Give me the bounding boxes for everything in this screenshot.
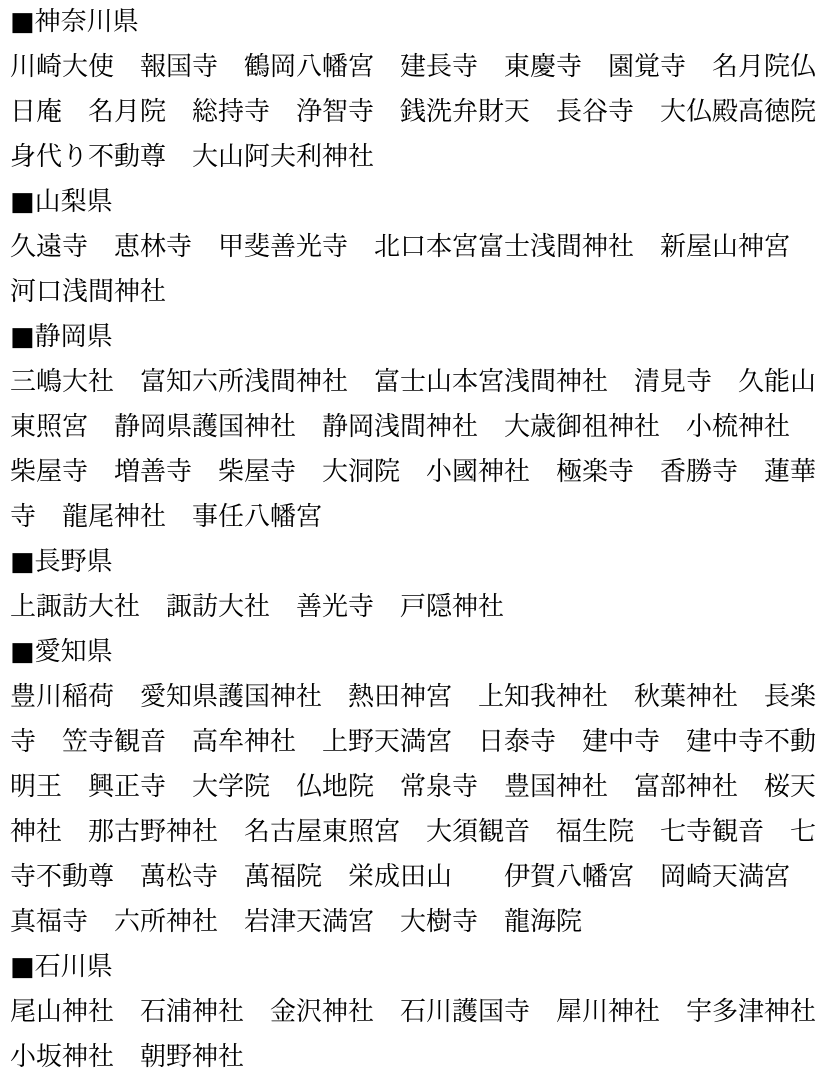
square-bullet-icon: ■ [10,547,35,577]
prefecture-title: 静岡県 [34,322,113,352]
temple-list-line: 神社 那古野神社 名古屋東照宮 大須観音 福生院 七寺観音 七 [10,817,817,847]
prefecture-title: 神奈川県 [34,7,139,37]
temple-list-line: 川崎大使 報国寺 鶴岡八幡宮 建長寺 東慶寺 園覚寺 名月院仏 [10,52,817,82]
section-aichi [10,630,823,945]
temple-list-line: 身代り不動尊 大山阿夫利神社 [10,142,375,172]
temple-list-line: 豊川稲荷 愛知県護国神社 熱田神宮 上知我神社 秋葉神社 長楽 [10,682,817,712]
section-header [10,540,823,585]
section-header [10,945,823,990]
temple-list-line: 寺不動尊 萬松寺 萬福院 栄成田山 伊賀八幡宮 岡崎天満宮 [10,862,791,892]
section-header [10,180,823,225]
section-yamanashi [10,180,823,315]
prefecture-title: 石川県 [34,952,113,982]
temple-list-line: 久遠寺 恵林寺 甲斐善光寺 北口本宮富士浅間神社 新屋山神宮 [10,232,791,262]
temple-list-line: 柴屋寺 増善寺 柴屋寺 大洞院 小國神社 極楽寺 香勝寺 蓮華 [10,457,817,487]
square-bullet-icon: ■ [10,637,35,667]
section-header [10,315,823,360]
temple-list-line: 日庵 名月院 総持寺 浄智寺 銭洗弁財天 長谷寺 大仏殿高徳院 [10,97,817,127]
temple-list-line: 尾山神社 石浦神社 金沢神社 石川護国寺 犀川神社 宇多津神社 [10,997,817,1027]
section-kanagawa [10,0,823,180]
square-bullet-icon: ■ [10,7,35,37]
temple-list-line: 寺 笠寺観音 高牟神社 上野天満宮 日泰寺 建中寺 建中寺不動 [10,727,817,757]
temple-list-line: 東照宮 静岡県護国神社 静岡浅間神社 大歳御祖神社 小梳神社 [10,412,791,442]
square-bullet-icon: ■ [10,952,35,982]
temple-list-line: 寺 龍尾神社 事任八幡宮 [10,502,323,532]
temple-list-line: 三嶋大社 富知六所浅間神社 富士山本宮浅間神社 清見寺 久能山 [10,367,817,397]
temple-list-line: 小坂神社 朝野神社 [10,1042,245,1072]
prefecture-title: 愛知県 [34,637,113,667]
section-header [10,630,823,675]
section-ishikawa [10,945,823,1080]
temple-list-line: 真福寺 六所神社 岩津天満宮 大樹寺 龍海院 [10,907,583,937]
square-bullet-icon: ■ [10,322,35,352]
prefecture-title: 長野県 [34,547,113,577]
section-shizuoka [10,315,823,540]
temple-list-line: 上諏訪大社 諏訪大社 善光寺 戸隠神社 [10,592,505,622]
temple-list-line: 河口浅間神社 [10,277,167,307]
prefecture-title: 山梨県 [34,187,113,217]
temple-list-line: 明王 興正寺 大学院 仏地院 常泉寺 豊国神社 富部神社 桜天 [10,772,817,802]
section-header [10,0,823,45]
section-nagano [10,540,823,630]
square-bullet-icon: ■ [10,187,35,217]
